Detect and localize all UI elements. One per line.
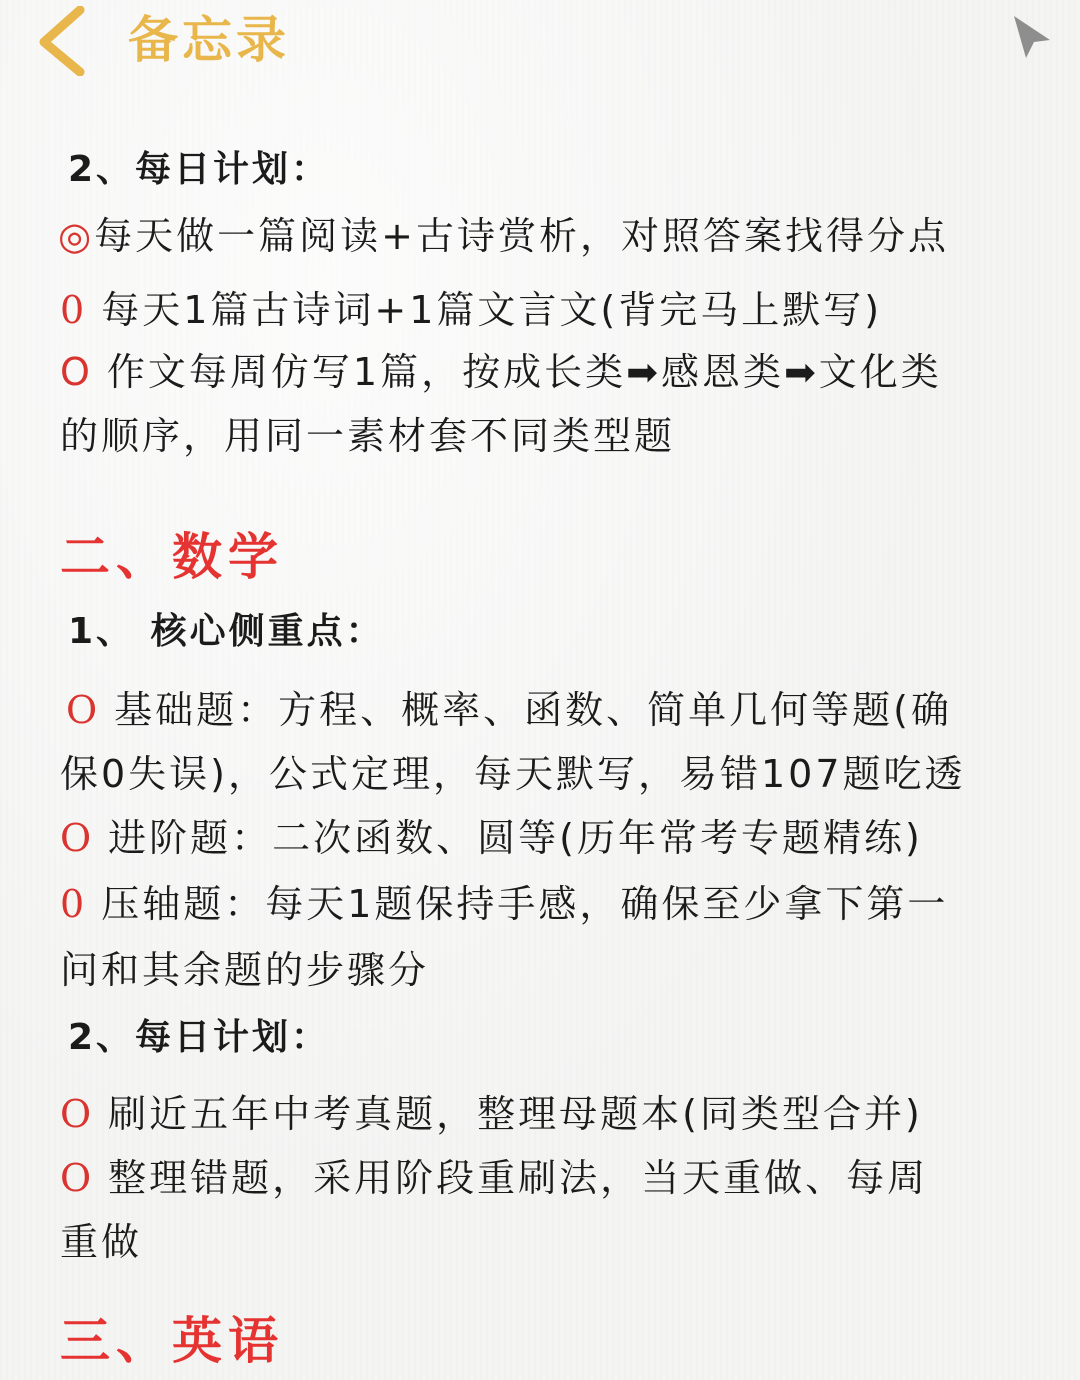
list-item-continuation: 保0失误)，公式定理，每天默写，易错107题吃透 [60,752,966,796]
list-item-text: 作文每周仿写1篇，按成长类➡感恩类➡文化类 [106,350,942,394]
cursor-arrow-icon[interactable] [1008,14,1054,62]
list-item [60,810,923,866]
bullet: O [60,350,93,394]
page-title: 备忘录 [128,11,290,69]
list-item [60,344,942,400]
list-item-continuation: 的顺序，用同一素材套不同类型题 [60,414,676,458]
list-item-text: 整理错题，采用阶段重刷法，当天重做、每周 [108,1156,929,1200]
bullet: 0 [60,288,88,332]
list-item-text: 每天1篇古诗词+1篇文言文(背完马上默写) [101,288,883,332]
list-item-continuation: 问和其余题的步骤分 [60,948,430,992]
top-bar [0,0,1080,82]
list-item-text: 压轴题：每天1题保持手感，确保至少拿下第一 [101,882,949,926]
section-heading-english: 三、英语 [60,1312,284,1370]
list-item [60,1150,928,1206]
list-item-text: 进阶题：二次函数、圆等(历年常考专题精练) [108,816,923,860]
list-item-text: 基础题：方程、概率、函数、简单几何等题(确 [114,688,952,732]
chevron-left-icon[interactable] [36,6,88,76]
list-item [66,682,952,738]
list-item [60,282,882,338]
bullet: O [60,1092,95,1136]
list-item-text: 刷近五年中考真题，整理母题本(同类型合并) [108,1092,923,1136]
section-heading-math: 二、数学 [60,528,284,586]
bullet: O [60,1156,95,1200]
list-item-text: 每天做一篇阅读+古诗赏析，对照答案找得分点 [94,214,950,258]
subheading-daily-plan: 2、每日计划： [68,149,331,190]
list-item [60,876,948,932]
bullet: O [66,688,101,732]
list-item [60,1086,923,1142]
bullet: O [60,816,95,860]
subheading-core-focus: 1、 核心侧重点： [68,611,385,652]
bullet: 0 [60,882,88,926]
subheading-daily-plan: 2、每日计划： [68,1017,331,1058]
list-item-continuation: 重做 [60,1220,143,1264]
list-item [58,208,949,264]
bullet-double-circle: ◎ [58,214,95,258]
